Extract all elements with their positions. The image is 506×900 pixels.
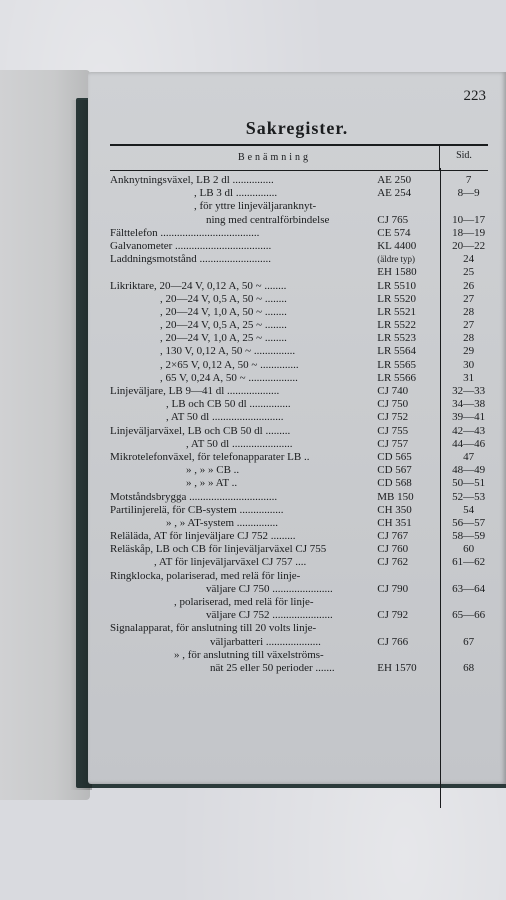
row-name: , för yttre linjeväljaranknyt- [194,200,317,213]
table-row [110,425,488,438]
row-code: CJ 740 [377,385,409,397]
row-code [377,200,437,213]
row-page [437,596,488,609]
row-code: MB 150 [377,490,414,503]
row-page [437,649,488,662]
table-row [110,227,488,240]
table-row [110,214,488,227]
table-row [110,345,488,358]
row-code: CJ 755 [377,424,409,437]
row-code: CH 351 [377,516,412,529]
row-page: 61—62 [452,556,486,569]
row-page: 24 [463,253,475,266]
row-page: 65—66 [452,609,486,622]
row-page: 60 [463,543,475,556]
row-name: väljare CJ 752 ...................... [206,609,333,622]
row-page: 31 [463,371,475,384]
row-name: , polariserad, med relä för linje- [174,596,314,608]
row-code: CD 567 [377,464,412,477]
row-page: 25 [463,266,475,279]
row-page [437,200,488,213]
row-code [377,570,437,583]
row-name: Motståndsbrygga ................................ [110,490,278,503]
row-page: 28 [463,305,475,318]
row-page: 48—49 [452,464,486,477]
row-page [437,570,488,583]
row-page: 47 [463,450,475,463]
table-row [110,319,488,332]
row-page: 44—46 [452,437,486,450]
row-code: CJ 765 [377,213,409,226]
row-code: CJ 757 [377,437,409,450]
row-code: (äldre typ) [377,254,415,265]
table-row [110,253,488,266]
table-row [110,332,488,345]
row-code: CE 574 [377,226,411,239]
row-code: LR 5521 [377,305,417,318]
row-code: EH 1580 [377,266,417,279]
row-name: nät 25 eller 50 perioder ....... [210,661,335,674]
row-page: 26 [463,279,475,292]
page-number: 223 [463,88,486,104]
index-table [110,174,488,675]
row-code: CJ 752 [377,411,409,424]
row-name: Laddningsmotstånd .......................... [110,253,272,266]
row-page: 30 [463,358,475,371]
table-header [110,144,488,171]
row-name: » , » » CB .. [186,464,240,477]
row-code: LR 5523 [377,332,417,345]
row-code: EH 1570 [377,661,417,674]
row-code: CH 350 [377,503,412,516]
table-row [110,504,488,517]
row-page: 68 [463,661,475,674]
row-name: väljare CJ 750 ...................... [206,582,333,595]
row-page: 50—51 [452,477,486,490]
row-page: 67 [463,635,475,648]
row-page: 29 [463,345,475,358]
row-name [110,266,377,279]
row-code: KL 4400 [377,239,417,252]
table-row [110,491,488,504]
row-page: 20—22 [452,239,486,252]
row-name: Linjeväljare, LB 9—41 dl ................... [110,385,280,397]
table-row [110,411,488,424]
row-name: , AT 50 dl .......................... [166,411,284,424]
row-page: 63—64 [452,582,486,595]
table-row [110,477,488,490]
row-name: , 65 V, 0,24 A, 50 ~ .................. [160,371,298,384]
row-name: , 20—24 V, 0,5 A, 50 ~ ........ [160,292,287,305]
row-name: Mikrotelefonväxel, för telefonapparater LB .. [110,450,310,463]
row-page: 58—59 [452,530,486,543]
row-code: CJ 790 [377,582,409,595]
row-name: , AT för linjeväljarväxel CJ 757 .... [154,556,307,569]
row-name: , 20—24 V, 1,0 A, 50 ~ ........ [160,305,287,318]
row-name: Reläläda, AT för linjeväljare CJ 752 ......... [110,530,296,543]
table-row [110,556,488,569]
row-code: CJ 762 [377,556,409,569]
table-row [110,530,488,543]
table-row [110,622,488,635]
table-row [110,636,488,649]
table-row [110,266,488,279]
table-row [110,609,488,622]
table-row [110,543,488,556]
index-page [88,72,506,784]
table-row [110,359,488,372]
row-name: Signalapparat, för anslutning till 20 volts linje- [110,622,317,635]
row-code: CD 568 [377,477,412,490]
row-code [377,622,437,635]
row-name: » , för anslutning till växelströms- [174,648,324,661]
row-page: 42—43 [452,424,486,437]
table-row [110,200,488,213]
row-page: 27 [463,292,475,305]
row-code: CJ 767 [377,530,409,543]
row-name: Partilinjerelä, för CB-system ................ [110,503,284,516]
row-name: , AT 50 dl ...................... [186,437,293,450]
row-code: LR 5564 [377,345,417,358]
table-row [110,649,488,662]
table-row [110,517,488,530]
row-name: » , » » AT .. [186,477,238,490]
row-code: CJ 750 [377,398,409,411]
row-code: AE 254 [377,187,412,200]
table-row [110,583,488,596]
row-name: Likriktare, 20—24 V, 0,12 A, 50 ~ ........ [110,279,287,292]
table-row [110,280,488,293]
row-name: , 20—24 V, 1,0 A, 25 ~ ........ [160,332,287,345]
row-name: , 130 V, 0,12 A, 50 ~ ............... [160,345,296,358]
row-name: , 20—24 V, 0,5 A, 25 ~ ........ [160,319,287,332]
table-row [110,187,488,200]
row-page: 32—33 [452,385,486,397]
row-code: LR 5566 [377,371,417,384]
row-name: ning med centralförbindelse [206,213,330,226]
row-page: 56—57 [452,516,486,529]
row-page: 10—17 [452,213,486,226]
row-name: Linjeväljarväxel, LB och CB 50 dl ......... [110,424,291,437]
row-code: AE 250 [377,174,412,186]
table-row [110,662,488,675]
row-name: Reläskåp, LB och CB för linjeväljarväxel CJ 755 [110,543,327,556]
table-row [110,306,488,319]
table-row [110,372,488,385]
row-page: 27 [463,319,475,332]
table-row [110,451,488,464]
row-page: 28 [463,332,475,345]
row-code: CJ 766 [377,635,409,648]
row-name: , LB och CB 50 dl ............... [166,398,291,411]
table-row [110,240,488,253]
row-name: Ringklocka, polariserad, med relä för linje- [110,569,301,582]
table-row [110,596,488,609]
row-code: LR 5565 [377,358,417,371]
row-name: väljarbatteri .................... [210,635,321,648]
row-code: LR 5522 [377,319,417,332]
row-name: Fälttelefon .................................... [110,226,260,239]
table-row [110,438,488,451]
row-page: 52—53 [452,490,486,503]
row-page: 8—9 [457,187,480,200]
row-page: 18—19 [452,226,486,239]
header-name: Benämning [237,152,312,163]
row-code [377,649,437,662]
table-row [110,464,488,477]
row-name: , 2×65 V, 0,12 A, 50 ~ .............. [160,358,299,371]
row-page: 39—41 [452,411,486,424]
table-row [110,570,488,583]
row-name: Anknytningsväxel, LB 2 dl ............... [110,174,274,186]
table-row [110,174,488,187]
row-code: CJ 760 [377,543,409,556]
header-sid: Sid. [439,146,488,170]
page-title: Sakregister. [245,118,349,138]
table-row [110,293,488,306]
row-page: 54 [463,503,475,516]
row-name: Galvanometer ................................... [110,239,272,252]
row-code: CJ 792 [377,609,409,622]
row-page [437,622,488,635]
row-name: » , » AT-system ............... [166,516,279,529]
row-code: LR 5520 [377,292,417,305]
table-row [110,385,488,398]
table-row [110,398,488,411]
row-page: 34—38 [452,398,486,411]
row-page: 7 [465,174,472,186]
row-code: CD 565 [377,450,412,463]
row-code: LR 5510 [377,279,417,292]
row-name: , LB 3 dl ............... [194,187,278,200]
row-code [377,596,437,609]
